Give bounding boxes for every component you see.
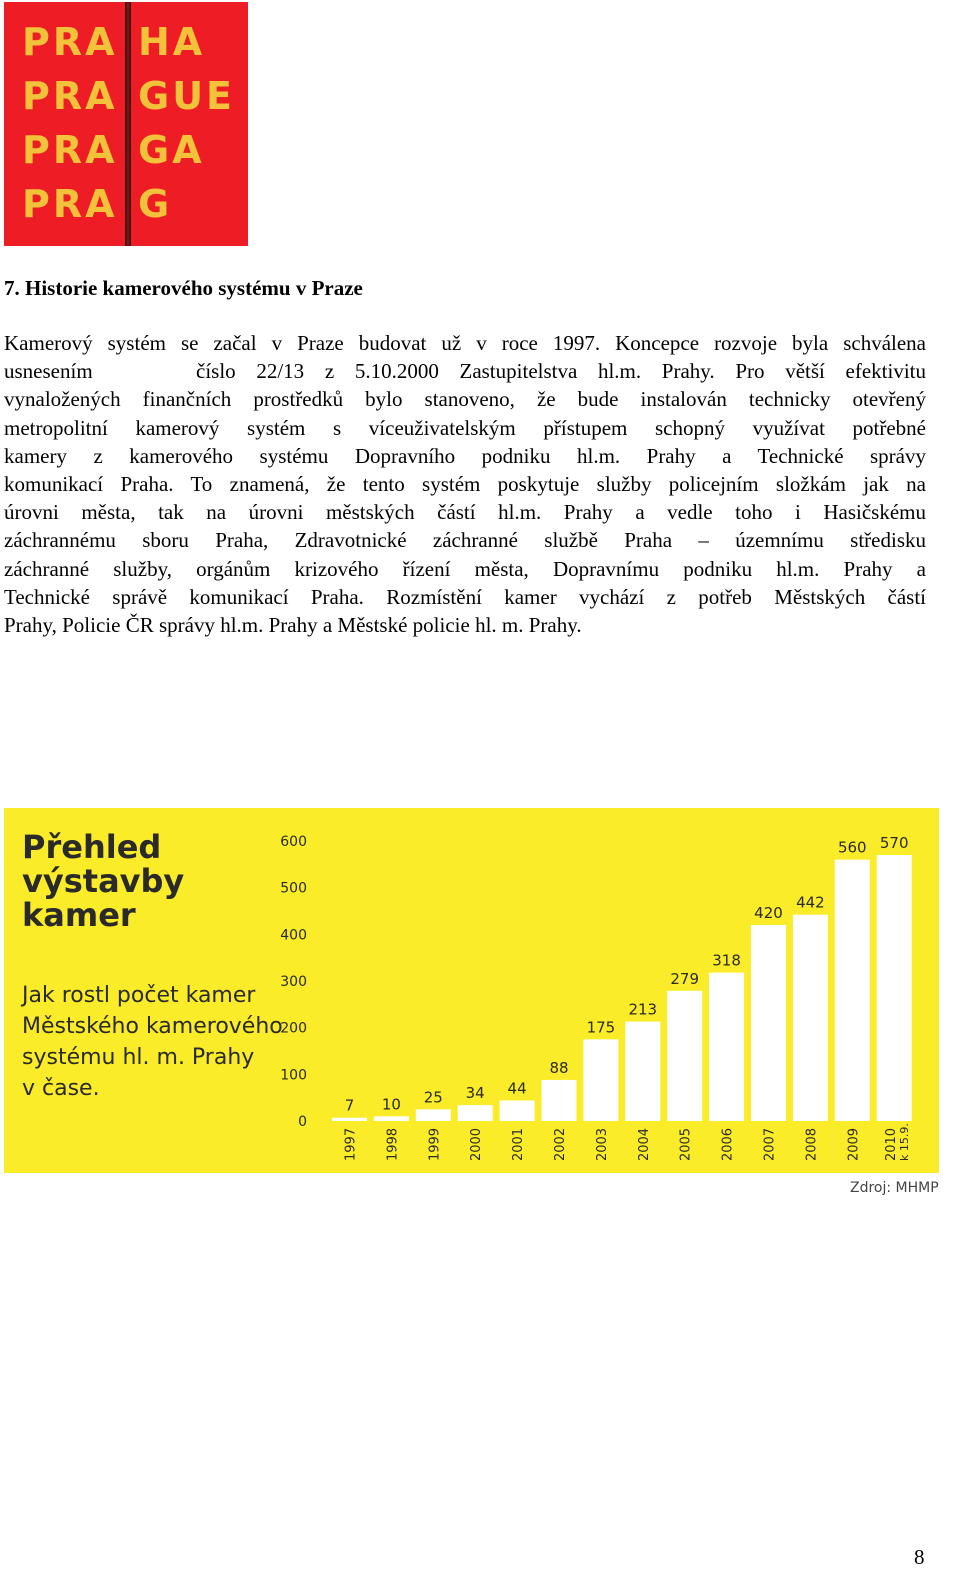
bar-value-label: 570 <box>879 834 909 852</box>
bar <box>877 855 912 1121</box>
y-tick-label: 0 <box>298 1114 307 1130</box>
bar <box>542 1080 577 1121</box>
bar-value-label: 7 <box>344 1096 355 1115</box>
paragraph-line: záchrannému sboru Praha, Zdravotnické záchranné službě Praha – územnímu středisku <box>4 528 926 553</box>
bar <box>332 1118 367 1121</box>
x-tick-label: 1999 <box>427 1127 443 1161</box>
x-tick-label: 2004 <box>636 1127 652 1161</box>
x-tick-label: 2002 <box>553 1127 568 1161</box>
x-tick-label: 2009 <box>846 1127 862 1161</box>
bar-value-label: 420 <box>754 904 783 922</box>
y-tick-label: 500 <box>280 880 307 897</box>
logo-divider <box>125 2 131 246</box>
logo-text: PRA <box>22 128 118 172</box>
chart-title-line: výstavby <box>22 862 185 900</box>
bar <box>374 1116 409 1121</box>
y-tick-label: 400 <box>280 927 307 944</box>
x-tick-label: 2008 <box>804 1127 820 1161</box>
y-tick-label: 600 <box>280 834 307 850</box>
logo-text: GUE <box>138 74 236 118</box>
bar-value-label: 442 <box>796 893 825 912</box>
logo-text: GA <box>138 128 205 172</box>
bar-value-label: 560 <box>837 838 867 857</box>
camera-growth-chart <box>4 808 939 1173</box>
logo-text: PRA <box>22 74 118 118</box>
x-tick-label: 2001 <box>511 1127 527 1161</box>
bar-chart-plot <box>4 808 939 1173</box>
chart-subtitle-line: v čase. <box>22 1076 100 1101</box>
logo-text: HA <box>138 20 206 64</box>
section-heading: 7. Historie kamerového systému v Praze <box>4 276 363 300</box>
y-tick-label: 200 <box>280 1020 307 1037</box>
x-tick-label: 2003 <box>594 1127 610 1161</box>
x-tick-label: 1998 <box>385 1127 401 1161</box>
paragraph-line: záchranné služby, orgánům krizového řízení města, Dopravnímu podniku hl.m. Prahy a <box>4 556 926 581</box>
bar <box>500 1100 535 1121</box>
bar <box>667 991 702 1121</box>
bar-value-label: 10 <box>381 1095 401 1114</box>
logo-text: PRA <box>22 20 118 64</box>
paragraph-line: kamery z kamerového systému Dopravního podniku hl.m. Prahy a Technické správy <box>4 443 926 468</box>
x-tick-label: 2007 <box>762 1127 778 1161</box>
bar <box>625 1022 660 1121</box>
chart-subtitle-line: systému hl. m. Prahy <box>22 1045 255 1070</box>
y-tick-label: 100 <box>280 1067 307 1084</box>
chart-title-line: Přehled <box>22 828 162 866</box>
x-tick-label: 2010 <box>884 1127 900 1161</box>
bar <box>416 1109 451 1121</box>
x-tick-label: 1997 <box>343 1127 359 1161</box>
bar-value-label: 318 <box>712 951 741 970</box>
bar <box>709 973 744 1121</box>
bar-value-label: 175 <box>586 1018 616 1037</box>
paragraph-line: Technické správě komunikací Praha. Rozmístění kamer vychází z potřeb Městských částí <box>4 584 926 609</box>
x-tick-label: 2000 <box>469 1127 485 1161</box>
x-tick-label: 2005 <box>678 1127 694 1161</box>
chart-subtitle-line: Jak rostl počet kamer <box>22 983 256 1008</box>
paragraph-line: vynaložených finančních prostředků bylo stanoveno, že bude instalován technicky otevřený <box>4 387 926 412</box>
paragraph-line: Kamerový systém se začal v Praze budovat už v roce 1997. Koncepce rozvoje byla schválena <box>4 331 926 355</box>
chart-subtitle-line: Městského kamerového <box>22 1014 283 1039</box>
x-tick-label: 2006 <box>720 1127 736 1161</box>
bar-value-label: 25 <box>423 1088 443 1107</box>
bar-value-label: 279 <box>670 969 700 988</box>
page-number: 8 <box>914 1545 925 1569</box>
bar-value-label: 213 <box>628 1000 658 1019</box>
paragraph-line: metropolitní kamerový systém s víceuživatelským přístupem schopný využívat potřebné <box>4 415 926 440</box>
body-paragraph <box>4 329 926 639</box>
x-tick-label: k 15.9. <box>898 1123 912 1161</box>
bar-value-label: 44 <box>507 1079 527 1098</box>
chart-title-line: kamer <box>22 896 136 934</box>
y-tick-label: 300 <box>280 974 307 990</box>
bar <box>835 860 870 1121</box>
paragraph-line: usnesením číslo 22/13 z 5.10.2000 Zastupitelstva hl.m. Prahy. Pro větší efektivitu <box>4 359 926 384</box>
paragraph-line: Prahy, Policie ČR správy hl.m. Prahy a Městské policie hl. m. Prahy. <box>4 613 582 638</box>
bar <box>751 925 786 1121</box>
bar <box>458 1105 493 1121</box>
bar <box>583 1039 618 1121</box>
paragraph-line: komunikací Praha. To znamená, že tento systém poskytuje služby policejním složkám jak na <box>4 472 926 497</box>
bar <box>793 915 828 1121</box>
bar-value-label: 34 <box>465 1084 485 1103</box>
bar-value-label: 88 <box>549 1058 569 1077</box>
logo-text: G <box>138 182 173 226</box>
logo-text: PRA <box>22 182 118 226</box>
praha-logo <box>4 2 248 246</box>
source-note: Zdroj: MHMP <box>850 1180 939 1196</box>
paragraph-line: úrovni města, tak na úrovni městských částí hl.m. Prahy a vedle toho i Hasičskému <box>4 500 926 525</box>
